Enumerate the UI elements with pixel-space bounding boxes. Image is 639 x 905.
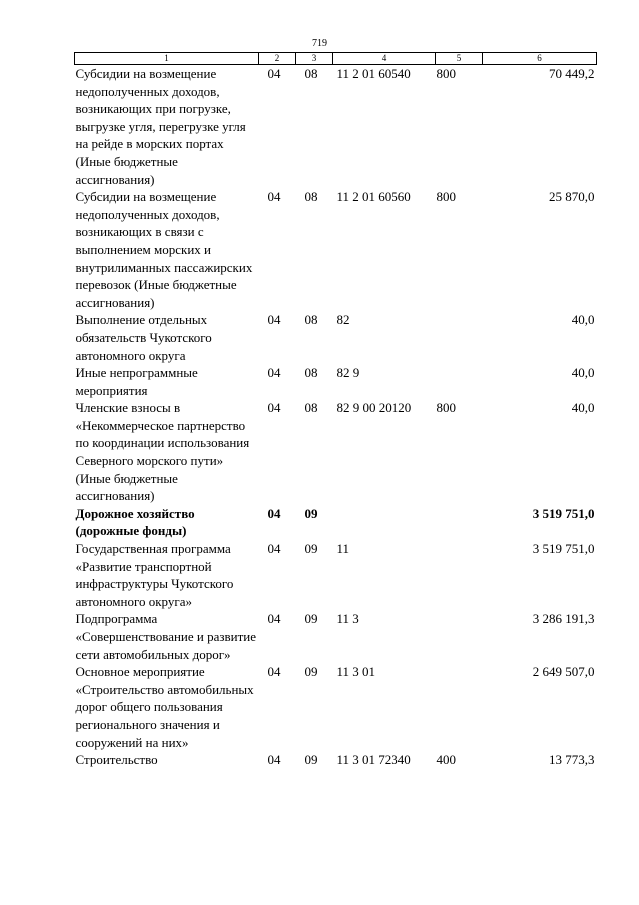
row-target: 82 9 00 20120: [336, 400, 412, 416]
row-name: Государственная программа «Развитие транспортной инфраструктуры Чукотского автономного округа»: [75, 541, 234, 609]
column-header-target: 4: [333, 53, 436, 65]
row-expense-type: 400: [436, 752, 456, 768]
column-header-section: 2: [259, 53, 296, 65]
row-target: 11 2 01 60540: [336, 66, 411, 81]
row-subsection: 09: [304, 752, 318, 768]
row-name: Иные непрограммные мероприятия: [75, 365, 198, 398]
row-name: Строительство: [75, 752, 158, 768]
table-row-section-total: [75, 505, 597, 540]
row-name: Членские взносы в «Некоммерческое партнерство по координации использования Северного морского пути» (Иные бюджетные ассигнования): [75, 400, 250, 504]
row-expense-type: 800: [436, 400, 456, 416]
row-name: Основное мероприятие «Строительство автомобильных дорог общего пользования регионального значения и сооружений на них»: [75, 664, 254, 750]
row-section: 04: [267, 541, 281, 557]
row-target: 11 3 01 72340: [336, 752, 411, 768]
row-section: 04: [267, 611, 281, 627]
row-expense-type: [436, 663, 483, 751]
column-header-expense-type: 5: [436, 53, 483, 65]
row-expense-type: 800: [436, 189, 456, 205]
row-expense-type: 800: [436, 66, 456, 81]
row-target: 82 9: [336, 365, 360, 381]
row-expense-type: [436, 311, 483, 364]
row-subsection: 08: [304, 189, 318, 205]
row-subsection: 08: [304, 400, 318, 416]
page-number: 719: [312, 38, 327, 49]
row-expense-type: [436, 364, 483, 399]
row-subsection: 09: [304, 664, 318, 680]
table-row: [75, 364, 597, 399]
table-row: [75, 663, 597, 751]
row-subsection: 08: [304, 365, 318, 381]
row-section: 04: [267, 664, 281, 680]
header-row: [75, 53, 597, 65]
table-row: [75, 751, 597, 769]
column-header-amount: 6: [483, 53, 597, 65]
row-amount: 25 870,0: [549, 189, 595, 205]
column-header-subsection: 3: [296, 53, 333, 65]
row-section: 04: [267, 505, 281, 521]
row-section: 04: [267, 752, 281, 768]
row-amount: 13 773,3: [549, 752, 595, 768]
row-amount: 40,0: [571, 312, 595, 328]
row-subsection: 08: [304, 312, 318, 328]
row-amount: 3 286 191,3: [532, 611, 595, 627]
table-row: [75, 399, 597, 505]
row-name: Субсидии на возмещение недополученных доходов, возникающих при погрузке, выгрузке угля, перегрузке угля на рейде в морских портах (Иные бюджетные ассигнования): [75, 66, 246, 187]
table-header: [75, 53, 597, 65]
table-row: [75, 540, 597, 610]
row-subsection: 09: [304, 505, 318, 521]
row-target: 82: [336, 312, 350, 328]
row-amount: 3 519 751,0: [532, 505, 595, 521]
row-section: 04: [267, 312, 281, 328]
row-amount: 40,0: [571, 365, 595, 381]
row-target: 11 3 01: [336, 664, 376, 680]
table-row: [75, 610, 597, 663]
column-header-name: 1: [75, 53, 259, 65]
row-subsection: 09: [304, 611, 318, 627]
row-subsection: 09: [304, 541, 318, 557]
row-name: Подпрограмма «Совершенствование и развитие сети автомобильных дорог»: [75, 611, 257, 662]
table-row: [75, 311, 597, 364]
row-name: Выполнение отдельных обязательств Чукотского автономного округа: [75, 312, 212, 363]
row-subsection: 08: [304, 66, 318, 81]
row-expense-type: [436, 610, 483, 663]
row-section: 04: [267, 189, 281, 205]
row-expense-type: [436, 540, 483, 610]
row-amount: 70 449,2: [549, 66, 595, 81]
row-amount: 3 519 751,0: [532, 541, 595, 557]
row-section: 04: [267, 400, 281, 416]
row-section: 04: [267, 365, 281, 381]
row-target: [333, 505, 436, 540]
budget-table: [74, 52, 597, 769]
row-section: 04: [267, 66, 281, 81]
table-row: [75, 188, 597, 311]
row-amount: 40,0: [571, 400, 595, 416]
row-target: 11 3: [336, 611, 359, 627]
row-name: Дорожное хозяйство (дорожные фонды): [75, 505, 195, 539]
row-name: Субсидии на возмещение недополученных доходов, возникающих в связи с выполнением морских и внутрилиманных пассажирских перевозок (Иные бюджетные ассигнования): [75, 189, 253, 310]
row-target: 11: [336, 541, 350, 557]
row-expense-type: [436, 505, 483, 540]
row-amount: 2 649 507,0: [532, 664, 595, 680]
row-target: 11 2 01 60560: [336, 189, 411, 205]
table-row: [75, 65, 597, 189]
